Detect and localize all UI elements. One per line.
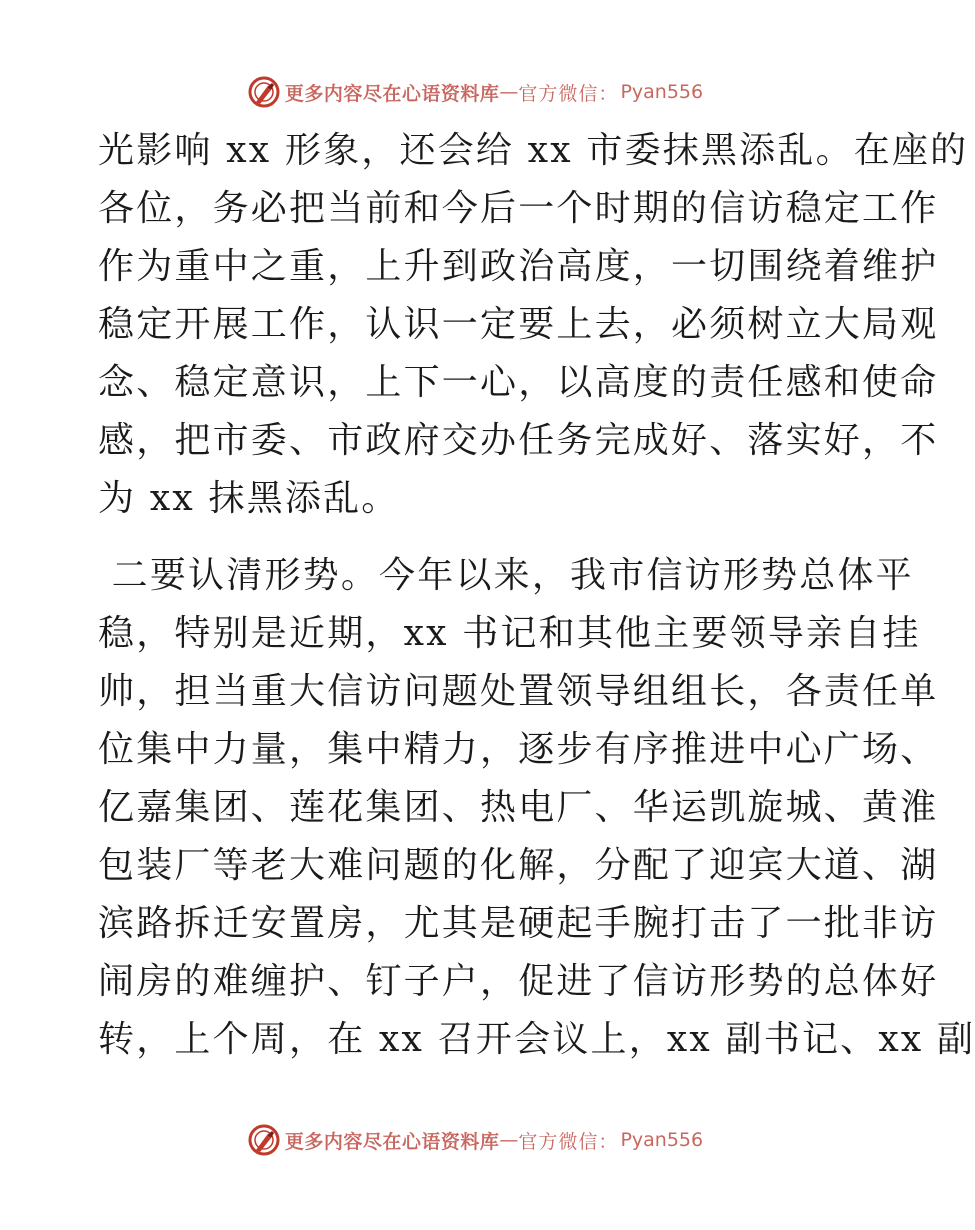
text-line: 闹房的难缠护、钉子户，促进了信访形势的总体好 [98, 961, 939, 1002]
footer-watermark [0, 1120, 950, 1160]
text-line: 帅，担当重大信访问题处置领导组组长，各责任单 [98, 671, 939, 712]
text-line: 各位，务必把当前和今后一个时期的信访稳定工作 [98, 188, 939, 229]
text-line: 念、稳定意识，上下一心，以高度的责任感和使命 [98, 362, 939, 403]
paragraph-continuation [98, 122, 969, 528]
text-line: 稳定开展工作，认识一定要上去，必须树立大局观 [98, 304, 939, 345]
text-line: 作为重中之重，上升到政治高度，一切围绕着维护 [98, 246, 939, 287]
watermark-sub-text: 官方微信： [518, 82, 619, 105]
watermark-sub-text: 官方微信： [518, 1130, 619, 1153]
pen-nib-circle-logo-icon [247, 1123, 281, 1157]
text-line: 转，上个周，在 xx 召开会议上，xx 副书记、xx 副 [98, 1019, 975, 1060]
paragraph-situation [98, 547, 975, 1069]
watermark-main-text: 更多内容尽在心语资料库 [284, 82, 500, 105]
pen-nib-circle-logo-icon [247, 75, 281, 109]
watermark-id-text: Pyan556 [620, 1129, 704, 1151]
text-line: 位集中力量，集中精力，逐步有序推进中心广场、 [98, 729, 939, 770]
text-line: 光影响 xx 形象，还会给 xx 市委抹黑添乱。在座的 [98, 130, 969, 171]
text-line: 稳，特别是近期，xx 书记和其他主要领导亲自挂 [98, 613, 921, 654]
text-line: 包装厂等老大难问题的化解，分配了迎宾大道、湖 [98, 845, 939, 886]
text-line: 为 xx 抹黑添乱。 [98, 478, 400, 519]
text-line: 滨路拆迁安置房，尤其是硬起手腕打击了一批非访 [98, 903, 939, 944]
text-line: 亿嘉集团、莲花集团、热电厂、华运凯旋城、黄淮 [98, 787, 939, 828]
header-watermark [0, 72, 950, 112]
watermark-id-text: Pyan556 [620, 81, 704, 103]
watermark-main-text: 更多内容尽在心语资料库 [284, 1130, 500, 1153]
watermark-dash: — [499, 81, 519, 103]
text-line: 二要认清形势。今年以来，我市信访形势总体平 [98, 555, 914, 596]
watermark-dash: — [499, 1129, 519, 1151]
text-line: 感，把市委、市政府交办任务完成好、落实好，不 [98, 420, 939, 461]
